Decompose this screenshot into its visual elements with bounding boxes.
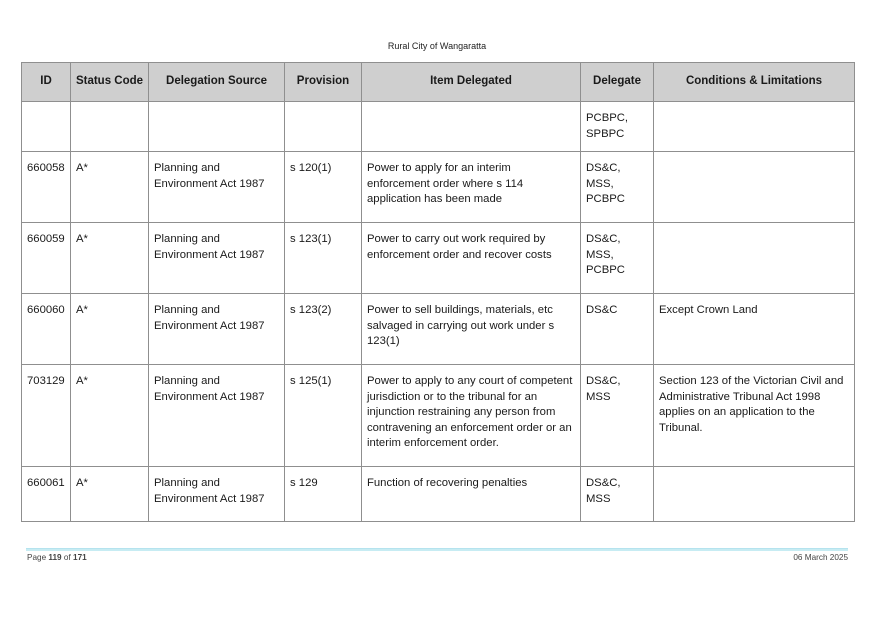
- cell-status-code: A*: [71, 223, 149, 294]
- table-row: [22, 294, 855, 365]
- cell-delegate: DS&C, MSS: [581, 467, 654, 522]
- page-current: 119: [48, 553, 62, 562]
- cell-delegation-source: Planning and Environment Act 1987: [149, 294, 285, 365]
- column-header-item-delegated: Item Delegated: [362, 63, 581, 102]
- cell-id: 660058: [22, 152, 71, 223]
- cell-delegate: DS&C, MSS: [581, 365, 654, 467]
- cell-id: 703129: [22, 365, 71, 467]
- cell-status-code: A*: [71, 467, 149, 522]
- footer-date: 06 March 2025: [793, 553, 848, 562]
- table-row: [22, 467, 855, 522]
- cell-id: [22, 102, 71, 152]
- column-header-delegation-source: Delegation Source: [149, 63, 285, 102]
- delegations-table: [21, 62, 855, 522]
- cell-status-code: A*: [71, 365, 149, 467]
- cell-item-delegated: Power to sell buildings, materials, etc salvaged in carrying out work under s 123(1): [362, 294, 581, 365]
- cell-delegation-source: Planning and Environment Act 1987: [149, 152, 285, 223]
- cell-item-delegated: Function of recovering penalties: [362, 467, 581, 522]
- cell-conditions: [654, 102, 855, 152]
- footer-divider: [26, 548, 848, 551]
- column-header-conditions: Conditions & Limitations: [654, 63, 855, 102]
- cell-provision: s 120(1): [285, 152, 362, 223]
- cell-item-delegated: [362, 102, 581, 152]
- page-number: [27, 553, 87, 562]
- cell-id: 660059: [22, 223, 71, 294]
- cell-delegation-source: Planning and Environment Act 1987: [149, 467, 285, 522]
- page-header-title: Rural City of Wangaratta: [387, 41, 487, 51]
- cell-delegation-source: [149, 102, 285, 152]
- cell-conditions: [654, 152, 855, 223]
- cell-provision: s 123(2): [285, 294, 362, 365]
- table-row: [22, 365, 855, 467]
- cell-delegate: DS&C, MSS, PCBPC: [581, 152, 654, 223]
- cell-delegation-source: Planning and Environment Act 1987: [149, 365, 285, 467]
- cell-provision: s 129: [285, 467, 362, 522]
- cell-item-delegated: Power to apply to any court of competent jurisdiction or to the tribunal for an injunction restraining any person from contravening an enforcement order or an interim enforcement order.: [362, 365, 581, 467]
- cell-provision: [285, 102, 362, 152]
- column-header-delegate: Delegate: [581, 63, 654, 102]
- page-of: of: [63, 553, 71, 562]
- table-header-row: [22, 63, 855, 102]
- cell-status-code: [71, 102, 149, 152]
- page-prefix: Page: [27, 553, 47, 562]
- cell-provision: s 123(1): [285, 223, 362, 294]
- cell-delegate: DS&C: [581, 294, 654, 365]
- table-row: [22, 223, 855, 294]
- cell-conditions: Except Crown Land: [654, 294, 855, 365]
- cell-delegate: PCBPC, SPBPC: [581, 102, 654, 152]
- column-header-id: ID: [22, 63, 71, 102]
- cell-status-code: A*: [71, 294, 149, 365]
- column-header-status-code: Status Code: [71, 63, 149, 102]
- cell-item-delegated: Power to apply for an interim enforcement order where s 114 application has been made: [362, 152, 581, 223]
- cell-delegate: DS&C, MSS, PCBPC: [581, 223, 654, 294]
- cell-conditions: Section 123 of the Victorian Civil and Administrative Tribunal Act 1998 applies on an application to the Tribunal.: [654, 365, 855, 467]
- cell-id: 660061: [22, 467, 71, 522]
- page-total: 171: [73, 553, 87, 562]
- cell-conditions: [654, 467, 855, 522]
- column-header-provision: Provision: [285, 63, 362, 102]
- cell-provision: s 125(1): [285, 365, 362, 467]
- cell-id: 660060: [22, 294, 71, 365]
- cell-status-code: A*: [71, 152, 149, 223]
- cell-delegation-source: Planning and Environment Act 1987: [149, 223, 285, 294]
- cell-item-delegated: Power to carry out work required by enforcement order and recover costs: [362, 223, 581, 294]
- cell-conditions: [654, 223, 855, 294]
- table-row: [22, 102, 855, 152]
- table-row: [22, 152, 855, 223]
